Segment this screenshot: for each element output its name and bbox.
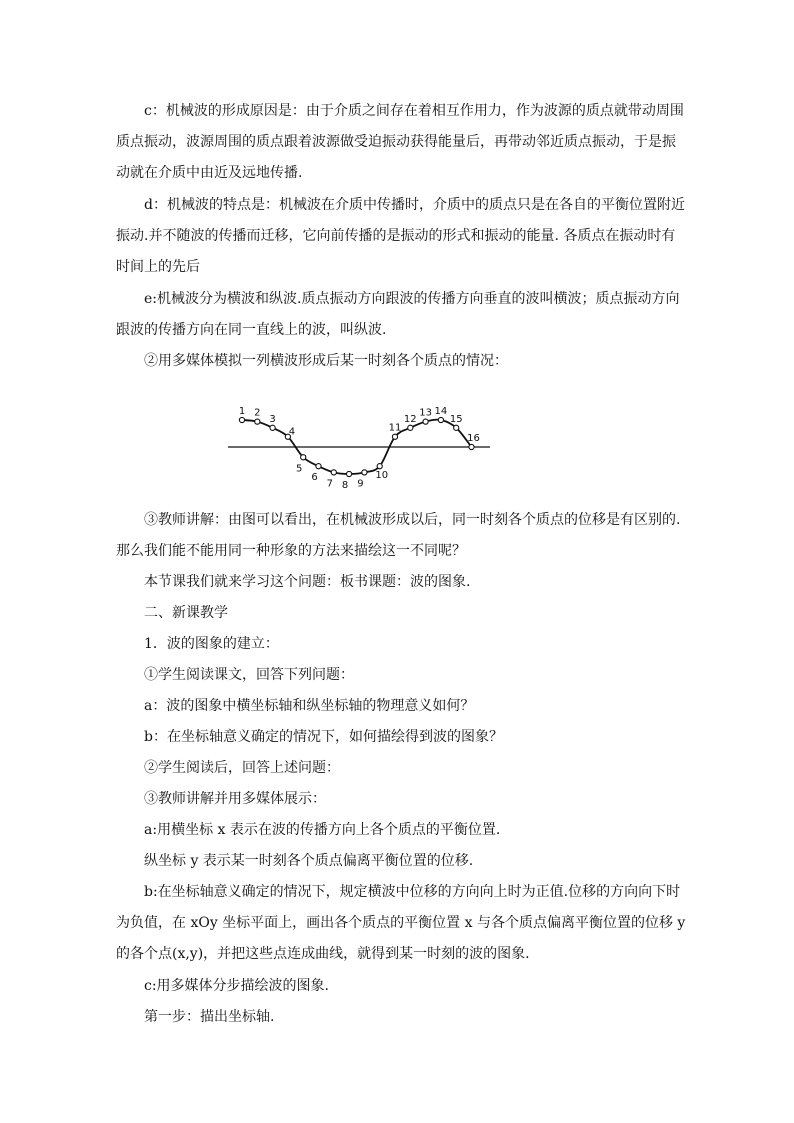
particle-label: 7 — [326, 478, 333, 490]
transverse-wave-figure — [228, 398, 490, 494]
particle-label: 1 — [238, 406, 246, 417]
particle-label: 6 — [311, 472, 318, 484]
text-line: ③教师讲解并用多媒体展示： — [144, 791, 326, 807]
particle-label: 11 — [388, 422, 402, 434]
particle-label: 16 — [467, 433, 480, 444]
text-line: 质点振动，波源周围的质点跟着波源做受迫振动获得能量后，再带动邻近质点振动，于是振 — [116, 134, 676, 150]
particle-point — [316, 464, 321, 469]
text-line: a：波的图象中横坐标轴和纵坐标轴的物理意义如何？ — [144, 698, 475, 714]
text-line: c:用多媒体分步描绘波的图象. — [144, 978, 330, 994]
particle-point — [392, 434, 397, 439]
question-a — [116, 691, 680, 722]
particle-label: 10 — [375, 470, 389, 482]
text-line: 为负值，在 xOy 坐标平面上，画出各个质点的平衡位置 x 与各个质点偏离平衡位置的位移 y — [116, 915, 686, 931]
text-line: c：机械波的形成原因是：由于介质之间存在着相互作用力，作为波源的质点就带动周围 — [144, 103, 684, 119]
text-line: e:机械波分为横波和纵波.质点振动方向跟波的传播方向垂直的波叫横波；质点振动方向 — [144, 291, 680, 307]
text-line: 的各个点(x,y)，并把这些点连成曲线，就得到某一时刻的波的图象. — [116, 946, 530, 962]
particle-point — [377, 464, 382, 469]
particle-point — [438, 417, 443, 422]
text-line: 动就在介质中由近及远地传播. — [116, 165, 303, 181]
paragraph-lesson-intro — [116, 567, 680, 598]
particle-label: 9 — [357, 478, 364, 490]
particle-point — [331, 470, 336, 475]
text-line: 纵坐标 y 表示某一时刻各个质点偏离平衡位置的位移. — [144, 853, 474, 869]
particle-label: 3 — [269, 413, 276, 425]
particle-point — [362, 470, 367, 475]
paragraph-step-one — [116, 1002, 680, 1033]
particle-label: 15 — [449, 413, 463, 425]
particle-point — [301, 455, 306, 460]
particle-label: 5 — [296, 463, 303, 475]
text-line: 时间上的先后 — [116, 259, 200, 275]
text-line: 本节课我们就来学习这个问题：板书课题：波的图象. — [144, 574, 471, 590]
paragraph-d-features — [116, 190, 685, 283]
text-line: d：机械波的特点是：机械波在介质中传播时，介质中的质点只是在各自的平衡位置附近 — [144, 197, 685, 213]
particle-label: 14 — [434, 406, 448, 417]
paragraph-c-draw — [116, 971, 680, 1002]
paragraph-read — [116, 660, 680, 691]
particle-point — [423, 419, 428, 424]
text-line: 1．波的图象的建立： — [144, 636, 279, 652]
subheading — [116, 629, 680, 660]
particle-point — [255, 419, 260, 424]
text-line: 振动.并不随波的传播而迁移，它向前传播的是振动的形式和振动的能量. 各质点在振动时有 — [116, 228, 676, 244]
text-line: 跟波的传播方向在同一直线上的波，叫纵波. — [116, 322, 387, 338]
particle-point — [347, 471, 352, 476]
particle-label: 8 — [341, 480, 349, 491]
section-heading — [116, 598, 680, 629]
text-line: b：在坐标轴意义确定的情况下，如何描绘得到波的图象？ — [144, 729, 503, 745]
text-line: ②用多媒体模拟一列横波形成后某一时刻各个质点的情况： — [144, 353, 508, 369]
paragraph-step3 — [116, 505, 680, 567]
paragraph-step2 — [116, 346, 680, 377]
particle-label: 4 — [288, 426, 296, 438]
paragraph-x-axis — [116, 815, 680, 846]
text-line: b:在坐标轴意义确定的情况下，规定横波中位移的方向向上时为正值.位移的方向向下时 — [144, 884, 681, 900]
paragraph-explain — [116, 784, 680, 815]
text-line: a:用横坐标 x 表示在波的传播方向上各个质点的平衡位置. — [144, 822, 501, 838]
text-line: 二、新课教学 — [144, 605, 228, 621]
paragraph-y-axis — [116, 846, 680, 877]
particle-point — [270, 425, 275, 430]
text-line: ③教师讲解：由图可以看出，在机械波形成以后，同一时刻各个质点的位移是有区别的. — [144, 512, 681, 528]
particle-point — [239, 417, 244, 422]
particle-point — [454, 425, 459, 430]
paragraph-answer — [116, 753, 680, 784]
particle-label: 12 — [403, 413, 417, 425]
particle-point — [408, 425, 413, 430]
text-line: 第一步：描出坐标轴. — [144, 1009, 275, 1025]
particle-label: 13 — [419, 407, 432, 419]
particle-label: 2 — [254, 407, 261, 419]
paragraph-c-mechanism — [116, 96, 684, 189]
text-line: ①学生阅读课文，回答下列问题： — [144, 667, 354, 683]
paragraph-e-types — [116, 284, 680, 346]
text-line: ②学生阅读后，回答上述问题： — [144, 760, 340, 776]
paragraph-b-rule — [116, 877, 686, 970]
particle-point — [469, 444, 474, 449]
question-b — [116, 722, 680, 753]
text-line: 那么我们能不能用同一种形象的方法来描绘这一不同呢？ — [116, 543, 466, 559]
